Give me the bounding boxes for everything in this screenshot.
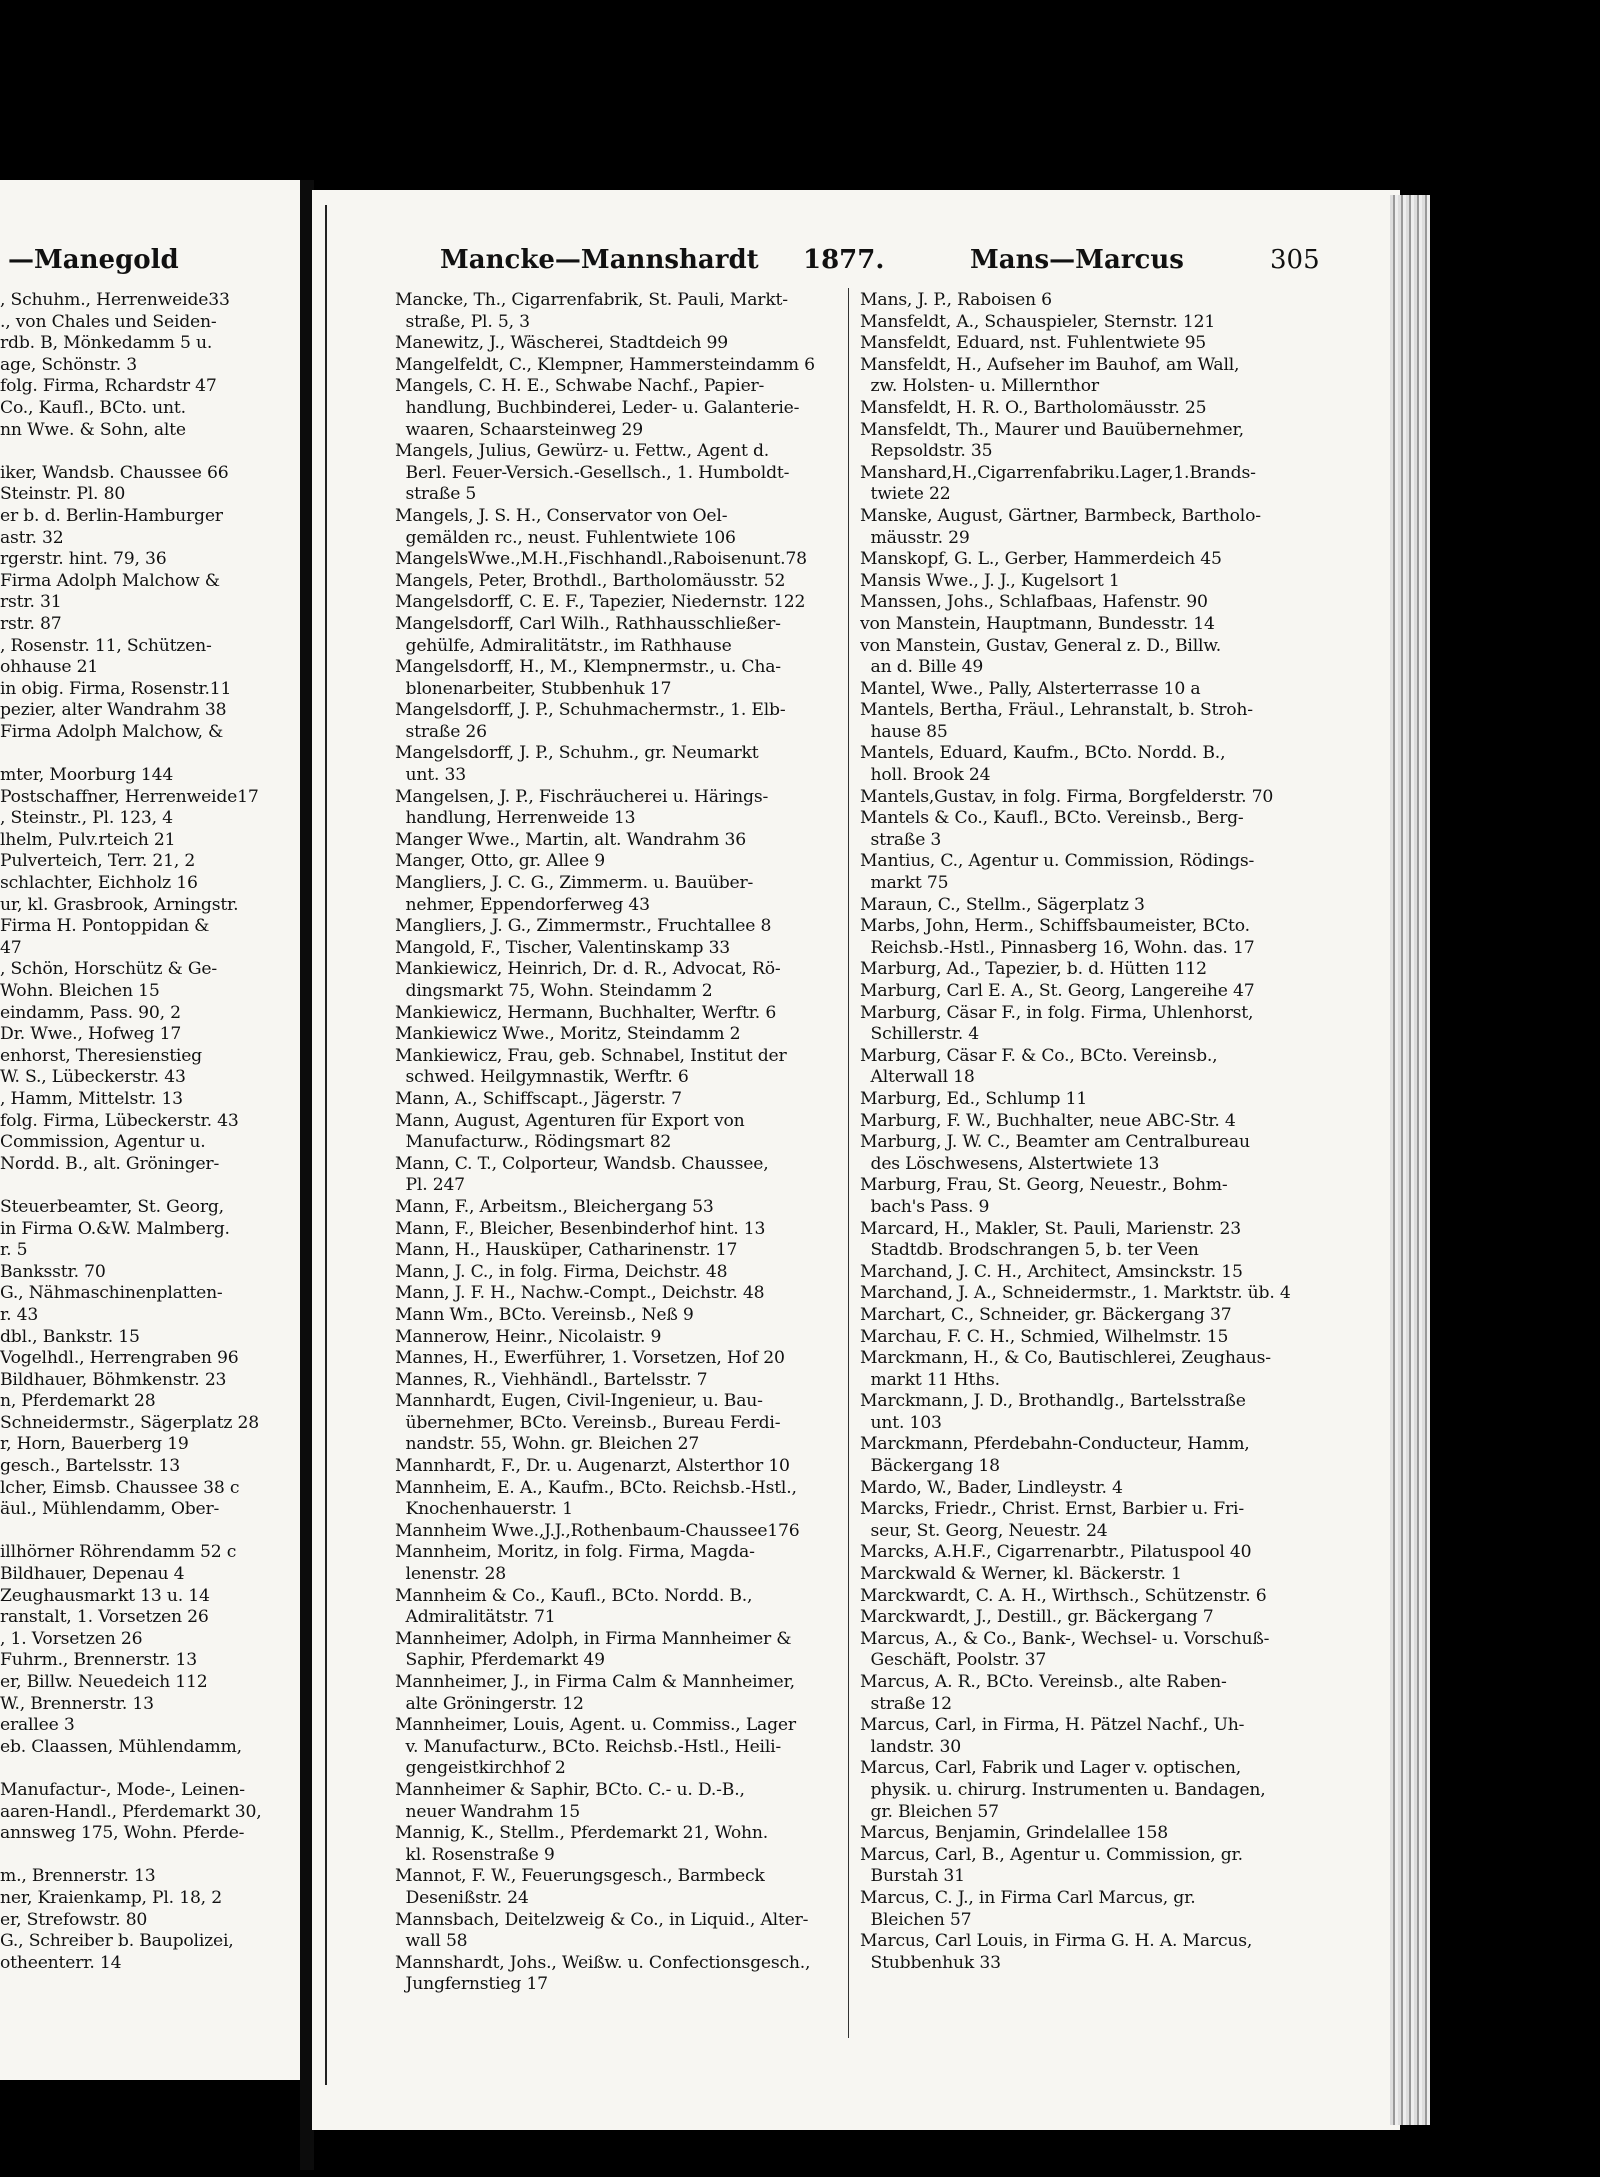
directory-entry-line: Mankiewicz, Heinrich, Dr. d. R., Advocat, Rö- [395, 959, 781, 980]
left-running-head: —Manegold [8, 245, 179, 275]
directory-entry-line: gemälden rc., neust. Fuhlentwiete 106 [395, 527, 736, 548]
directory-entry-line: Schneidermstr., Sägerplatz 28 [0, 1412, 259, 1433]
directory-entry-line: rdb. B, Mönkedamm 5 u. [0, 333, 213, 354]
directory-entry-line: Bleichen 57 [860, 1909, 972, 1930]
directory-entry-line: age, Schönstr. 3 [0, 354, 137, 375]
directory-entry-line: Mankiewicz, Hermann, Buchhalter, Werftr. 6 [395, 1002, 777, 1023]
directory-entry-line: gesch., Bartelsstr. 13 [0, 1456, 181, 1477]
directory-entry-line: Marburg, Cäsar F. & Co., BCto. Vereinsb., [860, 1045, 1218, 1066]
directory-entry-line: Marckmann, J. D., Brothandlg., Bartelsstraße [860, 1391, 1246, 1412]
directory-entry-line: twiete 22 [860, 484, 951, 505]
running-head-left: Mancke—Mannshardt [440, 245, 759, 275]
directory-entry-line: gengeistkirchhof 2 [395, 1758, 566, 1779]
directory-entry-line: Manske, August, Gärtner, Barmbeck, Bartholo- [860, 505, 1261, 526]
directory-entry-line: Marchau, F. C. H., Schmied, Wilhelmstr. 15 [860, 1326, 1229, 1347]
directory-entry-line: blonenarbeiter, Stubbenhuk 17 [395, 678, 672, 699]
directory-entry-line: Marchart, C., Schneider, gr. Bäckergang 37 [860, 1304, 1232, 1325]
directory-entry-line: in obig. Firma, Rosenstr.11 [0, 678, 232, 699]
directory-entry-line: alte Gröningerstr. 12 [395, 1693, 584, 1714]
directory-entry-line: Steuerbeamter, St. Georg, [0, 1196, 224, 1217]
directory-entry-line: Commission, Agentur u. [0, 1132, 206, 1153]
directory-entry-line: Mannerow, Heinr., Nicolaistr. 9 [395, 1326, 662, 1347]
directory-entry-line: seur, St. Georg, Neuestr. 24 [860, 1520, 1108, 1541]
directory-entry-line: Mans, J. P., Raboisen 6 [860, 290, 1052, 310]
directory-entry-line: Alterwall 18 [860, 1067, 975, 1088]
directory-entry-line: schlachter, Eichholz 16 [0, 873, 198, 894]
directory-entry-line: holl. Brook 24 [860, 765, 991, 786]
directory-entry-line: Pulverteich, Terr. 21, 2 [0, 851, 196, 872]
directory-entry-line: Marckwardt, C. A. H., Wirthsch., Schützenstr. 6 [860, 1585, 1267, 1606]
directory-entry-line: Mangelsdorff, J. P., Schuhmachermstr., 1. Elb- [395, 700, 786, 721]
directory-entry-line: Manewitz, J., Wäscherei, Stadtdeich 99 [395, 333, 728, 354]
directory-entry-line: Mannheimer, J., in Firma Calm & Mannheimer, [395, 1672, 795, 1692]
directory-entry-line: Marcus, Carl, B., Agentur u. Commission, gr. [860, 1844, 1243, 1865]
directory-entry-line: dingsmarkt 75, Wohn. Steindamm 2 [395, 981, 713, 1001]
directory-entry-line: Mannshardt, Johs., Weißw. u. Confectionsgesch., [395, 1952, 811, 1973]
directory-entry-line: mäusstr. 29 [860, 527, 970, 548]
directory-entry-line: Stubbenhuk 33 [860, 1952, 1001, 1973]
directory-entry-line: Mankiewicz Wwe., Moritz, Steindamm 2 [395, 1024, 741, 1045]
directory-entry-line: Manskopf, G. L., Gerber, Hammerdeich 45 [860, 549, 1222, 570]
directory-entry-line: Mantels,Gustav, in folg. Firma, Borgfelderstr. 70 [860, 786, 1274, 807]
directory-entry-line: Marcus, Carl, in Firma, H. Pätzel Nachf., Uh- [860, 1715, 1245, 1736]
directory-entry-line: Manshard,H.,Cigarrenfabriku.Lager,1.Brands- [860, 462, 1256, 483]
directory-entry-line: Mantel, Wwe., Pally, Alsterterrasse 10 a [860, 678, 1201, 699]
directory-entry-line: , Schön, Horschütz & Ge- [0, 959, 217, 980]
directory-entry-line: Mansfeldt, H., Aufseher im Bauhof, am Wall, [860, 354, 1240, 375]
directory-entry-line: , Schuhm., Herrenweide33 [0, 290, 230, 310]
directory-entry-line: Marchand, J. C. H., Architect, Amsinckstr. 15 [860, 1261, 1243, 1282]
directory-entry-line: neuer Wandrahm 15 [395, 1801, 580, 1822]
directory-entry-line: astr. 32 [0, 527, 64, 548]
directory-entry-line: handlung, Herrenweide 13 [395, 808, 636, 829]
directory-entry-line [0, 1758, 300, 1780]
directory-entry-line: Vogelhdl., Herrengraben 96 [0, 1348, 239, 1369]
directory-entry-line: Banksstr. 70 [0, 1261, 106, 1282]
directory-entry-line: , 1. Vorsetzen 26 [0, 1628, 143, 1649]
directory-entry-line: gehülfe, Admiralitätstr., im Rathhause [395, 635, 732, 656]
directory-entry-line: Manufacturw., Rödingsmart 82 [395, 1132, 672, 1153]
directory-entry-line: Mannig, K., Stellm., Pferdemarkt 21, Wohn. [395, 1823, 769, 1844]
directory-entry-line: Berl. Feuer-Versich.-Gesellsch., 1. Humboldt- [395, 462, 790, 483]
directory-entry-line: MangelsWwe.,M.H.,Fischhandl.,Raboisenunt.78 [395, 549, 807, 570]
directory-entry-line: Geschäft, Poolstr. 37 [860, 1650, 1047, 1671]
directory-entry-line: kl. Rosenstraße 9 [395, 1844, 555, 1865]
directory-entry-line: er, Strefowstr. 80 [0, 1909, 148, 1930]
page-edges [1390, 195, 1430, 2125]
directory-entry-line: rstr. 87 [0, 613, 62, 634]
directory-entry-line: lcher, Eimsb. Chaussee 38 c [0, 1477, 240, 1498]
directory-entry-line: Marcus, A. R., BCto. Vereinsb., alte Raben- [860, 1672, 1227, 1692]
directory-entry-line: folg. Firma, Rchardstr 47 [0, 376, 217, 397]
directory-entry-line: Mannheimer, Adolph, in Firma Mannheimer & [395, 1628, 792, 1649]
directory-entry-line: , Rosenstr. 11, Schützen- [0, 635, 212, 656]
directory-entry-line: des Löschwesens, Alstertwiete 13 [860, 1153, 1160, 1174]
directory-entry-line: Stadtdb. Brodschrangen 5, b. ter Veen [860, 1240, 1199, 1261]
directory-entry-line: waaren, Schaarsteinweg 29 [395, 419, 643, 440]
directory-entry-line: Bildhauer, Depenau 4 [0, 1564, 185, 1585]
directory-entry-line: Marckwald & Werner, kl. Bäckerstr. 1 [860, 1564, 1182, 1585]
directory-entry-line: r, Horn, Bauerberg 19 [0, 1434, 189, 1455]
directory-entry-line: Marburg, J. W. C., Beamter am Centralbureau [860, 1132, 1250, 1153]
directory-entry-line: Mannheim & Co., Kaufl., BCto. Nordd. B., [395, 1585, 753, 1606]
directory-entry-line: dbl., Bankstr. 15 [0, 1326, 140, 1347]
directory-entry-line: straße 26 [395, 721, 487, 742]
directory-entry-line: Marckmann, H., & Co, Bautischlerei, Zeughaus- [860, 1348, 1271, 1369]
directory-entry-line: Marcus, Carl, Fabrik und Lager v. optischen, [860, 1758, 1242, 1779]
directory-entry-line: Desenißstr. 24 [395, 1887, 529, 1908]
directory-entry-line: mter, Moorburg 144 [0, 765, 174, 786]
directory-entry-line: Marburg, Cäsar F., in folg. Firma, Uhlenhorst, [860, 1002, 1254, 1023]
directory-entry-line: Nordd. B., alt. Gröninger- [0, 1153, 220, 1174]
directory-entry-line: Bildhauer, Böhmkenstr. 23 [0, 1369, 227, 1390]
directory-entry-line: Marcks, Friedr., Christ. Ernst, Barbier u. Fri- [860, 1499, 1244, 1520]
directory-entry-line: Mannes, H., Ewerführer, 1. Vorsetzen, Hof 20 [395, 1348, 785, 1369]
directory-entry-line: Mannheim Wwe.,J.J.,Rothenbaum-Chaussee176 [395, 1520, 800, 1541]
directory-entry-line: Manufactur-, Mode-, Leinen- [0, 1779, 245, 1800]
directory-entry-line: Mann, A., Schiffscapt., Jägerstr. 7 [395, 1088, 682, 1109]
directory-entry-line: Mann, H., Hausküper, Catharinenstr. 17 [395, 1240, 738, 1261]
directory-entry-line: Mangelsdorff, C. E. F., Tapezier, Niedernstr. 122 [395, 592, 806, 613]
directory-entry-line: Mann, August, Agenturen für Export von [395, 1110, 745, 1131]
directory-entry-line: Knochenhauerstr. 1 [395, 1499, 573, 1520]
directory-entry-line: übernehmer, BCto. Vereinsb., Bureau Ferdi- [395, 1412, 781, 1433]
directory-entry-line: Marburg, Carl E. A., St. Georg, Langereihe 47 [860, 981, 1255, 1001]
directory-entry-line: straße, Pl. 5, 3 [395, 311, 530, 332]
directory-entry-line: Admiralitätstr. 71 [395, 1607, 556, 1628]
directory-entry-line: markt 75 [860, 873, 949, 894]
directory-entry-line: nehmer, Eppendorferweg 43 [395, 894, 650, 915]
directory-entry-line: Mancke, Th., Cigarrenfabrik, St. Pauli, Markt- [395, 290, 788, 310]
directory-entry-line: Manger, Otto, gr. Allee 9 [395, 851, 605, 872]
directory-entry-line: Mangels, C. H. E., Schwabe Nachf., Papier- [395, 376, 765, 397]
directory-entry-line: ohhause 21 [0, 657, 99, 678]
directory-entry-line: Mannheim, Moritz, in folg. Firma, Magda- [395, 1542, 755, 1563]
directory-entry-line: Mangelfeldt, C., Klempner, Hammersteindamm 6 [395, 354, 815, 375]
gutter-rule [325, 205, 327, 2085]
directory-entry-line: Mangels, Peter, Brothdl., Bartholomäusstr. 52 [395, 570, 786, 591]
directory-entry-line: äul., Mühlendamm, Ober- [0, 1499, 220, 1520]
directory-entry-line: Mansfeldt, Eduard, nst. Fuhlentwiete 95 [860, 333, 1207, 354]
directory-entry-line: Mann, F., Arbeitsm., Bleichergang 53 [395, 1196, 714, 1217]
directory-entry-line: Marcus, Carl Louis, in Firma G. H. A. Marcus, [860, 1931, 1253, 1952]
directory-entry-line: enhorst, Theresienstieg [0, 1045, 202, 1066]
directory-entry-line: nn Wwe. & Sohn, alte [0, 419, 186, 440]
directory-entry-line: markt 11 Hths. [860, 1369, 1000, 1390]
directory-entry-line: r. 43 [0, 1304, 39, 1325]
directory-entry-line: er, Billw. Neuedeich 112 [0, 1672, 208, 1692]
page-number: 305 [1270, 245, 1320, 275]
directory-entry-line: ranstalt, 1. Vorsetzen 26 [0, 1607, 209, 1628]
directory-entry-line: Maraun, C., Stellm., Sägerplatz 3 [860, 894, 1145, 915]
directory-entry-line [0, 1521, 300, 1543]
directory-entry-line: Mannheimer & Saphir, BCto. C.- u. D.-B., [395, 1779, 745, 1800]
directory-entry-line: er b. d. Berlin-Hamburger [0, 505, 223, 526]
directory-entry-line: Mansfeldt, H. R. O., Bartholomäusstr. 25 [860, 397, 1207, 418]
directory-entry-line [0, 1845, 300, 1867]
directory-entry-line: Mansfeldt, A., Schauspieler, Sternstr. 121 [860, 311, 1216, 332]
directory-entry-line: pezier, alter Wandrahm 38 [0, 700, 227, 721]
directory-entry-line: hause 85 [860, 721, 948, 742]
directory-entry-line: schwed. Heilgymnastik, Werftr. 6 [395, 1067, 689, 1088]
directory-entry-line: ., von Chales und Seiden- [0, 311, 217, 332]
directory-entry-line: W. S., Lübeckerstr. 43 [0, 1067, 186, 1088]
directory-entry-line: illhörner Röhrendamm 52 c [0, 1542, 237, 1563]
directory-entry-line: , Steinstr., Pl. 123, 4 [0, 808, 173, 829]
directory-entry-line: Marckmann, Pferdebahn-Conducteur, Hamm, [860, 1434, 1250, 1455]
directory-entry-line: 47 [0, 937, 22, 958]
directory-entry-line: G., Schreiber b. Baupolizei, [0, 1931, 234, 1952]
directory-entry-line: Mardo, W., Bader, Lindleystr. 4 [860, 1477, 1123, 1498]
directory-entry-line: Mangels, J. S. H., Conservator von Oel- [395, 505, 728, 526]
directory-entry-line: Mansis Wwe., J. J., Kugelsort 1 [860, 570, 1120, 591]
directory-entry-line: Mannhardt, Eugen, Civil-Ingenieur, u. Bau- [395, 1391, 763, 1412]
directory-entry-line: Dr. Wwe., Hofweg 17 [0, 1024, 182, 1045]
directory-entry-line: bach's Pass. 9 [860, 1196, 990, 1217]
directory-entry-line: annsweg 175, Wohn. Pferde- [0, 1823, 245, 1844]
directory-entry-line: Marbs, John, Herm., Schiffsbaumeister, BCto. [860, 916, 1250, 937]
directory-entry-line: Mann, J. F. H., Nachw.-Compt., Deichstr. 48 [395, 1283, 765, 1304]
directory-entry-line: Marchand, J. A., Schneidermstr., 1. Marktstr. üb. 4 [860, 1283, 1291, 1304]
directory-entry-line: Mann, C. T., Colporteur, Wandsb. Chaussee, [395, 1153, 769, 1174]
directory-entry-line: Marburg, Ed., Schlump 11 [860, 1088, 1088, 1109]
directory-entry-line [0, 1175, 300, 1197]
directory-entry-line: lhelm, Pulv.rteich 21 [0, 829, 176, 850]
directory-entry-line: Mangelsdorff, J. P., Schuhm., gr. Neumarkt [395, 743, 759, 764]
directory-entry-line: wall 58 [395, 1931, 468, 1952]
directory-entry-line: rgerstr. hint. 79, 36 [0, 549, 167, 570]
left-page-column [0, 290, 300, 1974]
directory-entry-line: handlung, Buchbinderei, Leder- u. Galanterie- [395, 397, 800, 418]
directory-entry-line: Mannhardt, F., Dr. u. Augenarzt, Alsterthor 10 [395, 1456, 790, 1477]
directory-entry-line: v. Manufacturw., BCto. Reichsb.-Hstl., Heili- [395, 1736, 782, 1757]
directory-entry-line: Mangels, Julius, Gewürz- u. Fettw., Agent d. [395, 441, 770, 462]
directory-entry-line: Bäckergang 18 [860, 1456, 1000, 1477]
directory-entry-line: Marcks, A.H.F., Cigarrenarbtr., Pilatuspool 40 [860, 1542, 1252, 1563]
directory-entry-line: Co., Kaufl., BCto. unt. [0, 397, 186, 418]
directory-entry-line: Marburg, F. W., Buchhalter, neue ABC-Str. 4 [860, 1110, 1236, 1131]
directory-column-right [860, 290, 1380, 1974]
directory-entry-line: Mangliers, J. C. G., Zimmerm. u. Bauüber- [395, 873, 754, 894]
directory-entry-line: Mangelsen, J. P., Fischräucherei u. Härings- [395, 786, 769, 807]
directory-entry-line: Mantius, C., Agentur u. Commission, Rödings- [860, 851, 1255, 872]
directory-entry-line: von Manstein, Gustav, General z. D., Billw. [860, 635, 1222, 656]
directory-entry-line: straße 5 [395, 484, 477, 505]
directory-entry-line: Zeughausmarkt 13 u. 14 [0, 1585, 210, 1606]
directory-entry-line: Mannheimer, Louis, Agent. u. Commiss., Lager [395, 1715, 796, 1736]
directory-entry-line: aaren-Handl., Pferdemarkt 30, [0, 1801, 262, 1822]
directory-entry-line: straße 12 [860, 1693, 952, 1714]
directory-entry-line: iker, Wandsb. Chaussee 66 [0, 462, 229, 483]
directory-entry-line: Marburg, Frau, St. Georg, Neuestr., Bohm- [860, 1175, 1228, 1196]
directory-entry-line: Mangelsdorff, H., M., Klempnermstr., u. Cha- [395, 657, 781, 678]
directory-entry-line: Marcus, Benjamin, Grindelallee 158 [860, 1823, 1168, 1844]
directory-entry-line: Marckwardt, J., Destill., gr. Bäckergang 7 [860, 1607, 1214, 1628]
directory-entry-line: Marburg, Ad., Tapezier, b. d. Hütten 112 [860, 959, 1207, 980]
directory-column-left [395, 290, 873, 1996]
directory-entry-line: unt. 103 [860, 1412, 942, 1433]
directory-entry-line: Postschaffner, Herrenweide17 [0, 786, 259, 807]
directory-entry-line [0, 743, 300, 765]
running-head-year: 1877. [803, 245, 885, 275]
directory-entry-line: otheenterr. 14 [0, 1952, 122, 1973]
directory-entry-line: eb. Claassen, Mühlendamm, [0, 1736, 242, 1757]
directory-entry-line: Mangelsdorff, Carl Wilh., Rathhausschließer- [395, 613, 781, 634]
directory-entry-line: Reichsb.-Hstl., Pinnasberg 16, Wohn. das. 17 [860, 937, 1255, 958]
directory-entry-line: ner, Kraienkamp, Pl. 18, 2 [0, 1887, 222, 1908]
directory-entry-line: Mannes, R., Viehhändl., Bartelsstr. 7 [395, 1369, 708, 1390]
directory-entry-line: n, Pferdemarkt 28 [0, 1391, 156, 1412]
directory-entry-line: G., Nähmaschinenplatten- [0, 1283, 223, 1304]
directory-entry-line: Jungfernstieg 17 [395, 1974, 548, 1995]
directory-entry-line: Mantels, Eduard, Kaufm., BCto. Nordd. B., [860, 743, 1226, 764]
directory-entry-line: Mann Wm., BCto. Vereinsb., Neß 9 [395, 1304, 694, 1325]
directory-entry-line: Wohn. Bleichen 15 [0, 981, 160, 1001]
directory-entry-line: , Hamm, Mittelstr. 13 [0, 1088, 183, 1109]
directory-entry-line: Mannsbach, Deitelzweig & Co., in Liquid., Alter- [395, 1909, 809, 1930]
directory-entry-line: lenenstr. 28 [395, 1564, 506, 1585]
directory-entry-line: physik. u. chirurg. Instrumenten u. Bandagen, [860, 1779, 1266, 1800]
running-head-right: Mans—Marcus [970, 245, 1184, 275]
directory-entry-line: straße 3 [860, 829, 942, 850]
directory-entry-line: rstr. 31 [0, 592, 62, 613]
directory-entry-line: nandstr. 55, Wohn. gr. Bleichen 27 [395, 1434, 700, 1455]
directory-entry-line [0, 441, 300, 463]
directory-entry-line: Manger Wwe., Martin, alt. Wandrahm 36 [395, 829, 747, 850]
directory-entry-line: Mankiewicz, Frau, geb. Schnabel, Institut der [395, 1045, 787, 1066]
directory-entry-line: m., Brennerstr. 13 [0, 1866, 156, 1887]
directory-entry-line: Saphir, Pferdemarkt 49 [395, 1650, 605, 1671]
directory-entry-line: Mangold, F., Tischer, Valentinskamp 33 [395, 937, 731, 958]
directory-entry-line: Fuhrm., Brennerstr. 13 [0, 1650, 197, 1671]
directory-entry-line: Marcus, C. J., in Firma Carl Marcus, gr. [860, 1887, 1196, 1908]
directory-entry-line: Firma Adolph Malchow & [0, 570, 220, 591]
directory-entry-line: Mann, F., Bleicher, Besenbinderhof hint. 13 [395, 1218, 766, 1239]
directory-entry-line: Mannheim, E. A., Kaufm., BCto. Reichsb.-Hstl., [395, 1477, 797, 1498]
directory-entry-line: zw. Holsten- u. Millernthor [860, 376, 1099, 397]
directory-entry-line: Pl. 247 [395, 1175, 465, 1196]
directory-entry-line: W., Brennerstr. 13 [0, 1693, 154, 1714]
directory-entry-line: r. 5 [0, 1240, 28, 1261]
directory-entry-line: in Firma O.&W. Malmberg. [0, 1218, 230, 1239]
directory-entry-line: Mansfeldt, Th., Maurer und Bauübernehmer, [860, 419, 1244, 440]
directory-entry-line: Mantels, Bertha, Fräul., Lehranstalt, b. Stroh- [860, 700, 1253, 721]
directory-entry-line: folg. Firma, Lübeckerstr. 43 [0, 1110, 239, 1131]
directory-entry-line: Marcard, H., Makler, St. Pauli, Marienstr. 23 [860, 1218, 1241, 1239]
directory-entry-line: Mantels & Co., Kaufl., BCto. Vereinsb., Berg- [860, 808, 1244, 829]
directory-entry-line: erallee 3 [0, 1715, 75, 1736]
directory-entry-line: Manssen, Johs., Schlafbaas, Hafenstr. 90 [860, 592, 1208, 613]
directory-entry-line: von Manstein, Hauptmann, Bundesstr. 14 [860, 613, 1215, 634]
directory-entry-line: Firma H. Pontoppidan & [0, 916, 210, 937]
directory-entry-line: Repsoldstr. 35 [860, 441, 993, 462]
directory-entry-line: unt. 33 [395, 765, 466, 786]
directory-entry-line: Firma Adolph Malchow, & [0, 721, 224, 742]
directory-entry-line: eindamm, Pass. 90, 2 [0, 1002, 181, 1023]
directory-entry-line: Mann, J. C., in folg. Firma, Deichstr. 48 [395, 1261, 728, 1282]
directory-entry-line: Marcus, A., & Co., Bank-, Wechsel- u. Vorschuß- [860, 1628, 1270, 1649]
directory-entry-line: ur, kl. Grasbrook, Arningstr. [0, 894, 239, 915]
directory-entry-line: Schillerstr. 4 [860, 1024, 979, 1045]
directory-entry-line: Steinstr. Pl. 80 [0, 484, 126, 505]
directory-entry-line: Mangliers, J. G., Zimmermstr., Fruchtallee 8 [395, 916, 772, 937]
directory-entry-line: an d. Bille 49 [860, 657, 984, 678]
directory-entry-line: Mannot, F. W., Feuerungsgesch., Barmbeck [395, 1866, 765, 1887]
directory-entry-line: gr. Bleichen 57 [860, 1801, 999, 1822]
directory-entry-line: landstr. 30 [860, 1736, 961, 1757]
directory-entry-line: Burstah 31 [860, 1866, 965, 1887]
